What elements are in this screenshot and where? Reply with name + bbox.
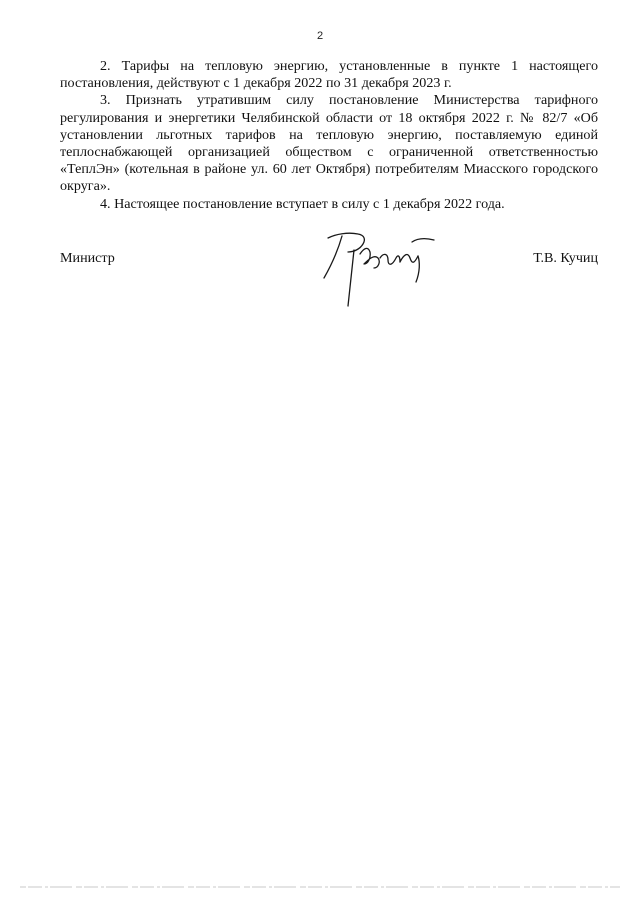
document-body	[60, 58, 598, 213]
page-number: 2	[316, 30, 324, 42]
signature-stroke	[360, 248, 379, 268]
signer-name: Т.В. Кучиц	[533, 250, 598, 266]
paragraph-tariff-validity: 2. Тарифы на тепловую энергию, установленные в пункте 1 настоящего постановления, действуют с 1 декабря 2022 по 31 декабря 2023 г.	[60, 58, 598, 92]
signature-stroke	[328, 233, 364, 252]
signature-stroke	[412, 239, 434, 242]
paragraph-effective-date: 4. Настоящее постановление вступает в силу с 1 декабря 2022 года.	[100, 195, 505, 212]
signature-stroke	[380, 254, 400, 264]
signer-position: Министр	[60, 250, 115, 266]
scan-edge-artifact	[0, 885, 640, 889]
signature-stroke	[348, 250, 354, 306]
handwritten-signature	[308, 228, 438, 308]
paragraph-repeal: 3. Признать утратившим силу постановление Министерства тарифного регулирования и энергетики Челябинской области от 18 октября 2022 г. № 82/7 «Об установлении льготных тарифов на тепловую энергию, поставляемую единой теплоснабжающей организацией обществом с ограниченной ответственностью «ТеплЭн» (котельная в районе ул. 60 лет Октября) потребителям Миасского городского округа».	[60, 92, 598, 195]
signature-block	[60, 250, 598, 310]
signature-stroke	[324, 236, 342, 278]
signature-stroke	[400, 255, 418, 263]
